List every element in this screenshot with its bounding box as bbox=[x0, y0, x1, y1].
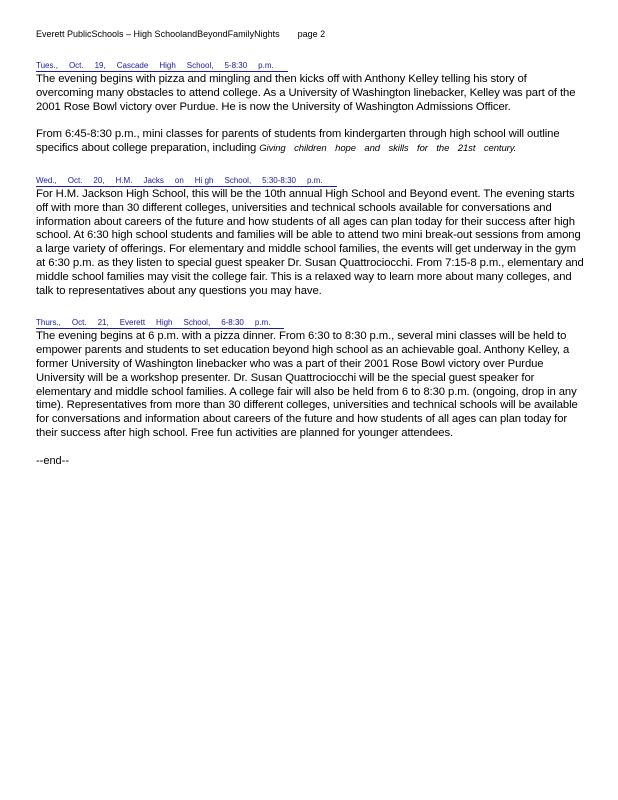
event-school-word: School, bbox=[224, 175, 252, 185]
event-time: 5-8:30 bbox=[224, 61, 248, 70]
event-school-word: Jacks bbox=[143, 175, 164, 185]
event-day: Wed., bbox=[36, 175, 57, 185]
event-jackson bbox=[36, 170, 584, 298]
event-school-word: School, bbox=[183, 318, 211, 328]
document-page bbox=[36, 28, 584, 468]
event-day: Tues., bbox=[36, 61, 58, 70]
event-ampm: p.m. bbox=[254, 318, 271, 328]
event-description: The evening begins with pizza and mingling and then kicks off with Anthony Kelley telling his story of overcoming many obstacles to attend college. As a University of Washington linebacker, Kelley was part of the 2001 Rose Bowl victory over Purdue. He is now the University of Washington Admissions Officer. bbox=[36, 73, 576, 113]
event-ampm: p.m. bbox=[306, 175, 323, 185]
event-heading bbox=[36, 61, 288, 72]
event-month: Oct. bbox=[71, 318, 87, 328]
event-school-word: Cascade bbox=[116, 61, 149, 70]
event-description: The evening begins at 6 p.m. with a pizza dinner. From 6:30 to 8:30 p.m., several mini classes will be held to empower parents and students to set education beyond high school as an achievable goal. Anthony Kelley, a former University of Washington linebacker who was a part of their 2001 Rose Bowl victory over Purdue University will be a workshop presenter. Dr. Susan Quattrociocchi will be the special guest speaker for elementary and middle school families. A college fair will also be held from 6 to 8:30 p.m. (ongoing, drop in any time). Representatives from more than 30 different colleges, universities and technical schools will be available for conversations and information about careers of the future and how students of all ages can plan today for their success after high school. Free fun activities are planned for younger attendees. bbox=[36, 330, 578, 439]
event-heading bbox=[36, 176, 337, 187]
event-heading bbox=[36, 318, 284, 329]
event-month: Oct. bbox=[67, 175, 83, 185]
event-time: 5:30-8:30 bbox=[262, 175, 296, 185]
event-school-word: Everett bbox=[119, 318, 146, 328]
event-time: 6-8:30 bbox=[221, 318, 244, 328]
event-ampm: p.m. bbox=[258, 61, 274, 70]
event-cascade bbox=[36, 55, 584, 156]
event-description: For H.M. Jackson High School, this will be the 10th annual High School and Beyond event. The evening starts off with more than 30 different colleges, universities and technical schools available for conversations and information about careers of the future and how students of all ages can plan today for their success after high school. At 6:30 high school students and families will be able to attend two mini break-out sessions from among a large variety of offerings. For elementary and middle school families, the events will get underway in the gym at 6:30 p.m. as they listen to special guest speaker Dr. Susan Quattrociocchi. From 7:15-8 p.m., elementary and middle school families may visit the college fair. This is a relaxed way to learn more about many colleges, and talk to representatives about any questions you may have. bbox=[36, 187, 584, 297]
event-school-word: High bbox=[159, 61, 176, 70]
event-school-word: Hi gh bbox=[194, 175, 214, 185]
event-day: Thurs., bbox=[36, 318, 61, 328]
page-number: page 2 bbox=[297, 29, 326, 39]
event-school-word: H.M. bbox=[115, 175, 133, 185]
end-marker: --end-- bbox=[36, 454, 70, 467]
page-header bbox=[36, 28, 584, 40]
event-month: Oct. bbox=[68, 61, 84, 70]
header-title: Everett PublicSchools – High SchoolandBeyondFamilyNights bbox=[36, 29, 280, 39]
event-description-text: From 6:45-8:30 p.m., mini classes for parents of students from kindergarten through high school will outline specifics about college preparation, including bbox=[36, 128, 560, 155]
event-school-word: School, bbox=[186, 61, 214, 70]
event-date: 21, bbox=[97, 318, 109, 328]
event-date: 20, bbox=[93, 175, 105, 185]
class-title: Giving children hope and skills for the 21st century. bbox=[259, 143, 517, 155]
event-school-word: on bbox=[174, 175, 184, 185]
event-school-word: High bbox=[156, 318, 173, 328]
event-date: 19, bbox=[94, 61, 106, 70]
event-description bbox=[36, 128, 584, 156]
event-everett bbox=[36, 312, 584, 440]
